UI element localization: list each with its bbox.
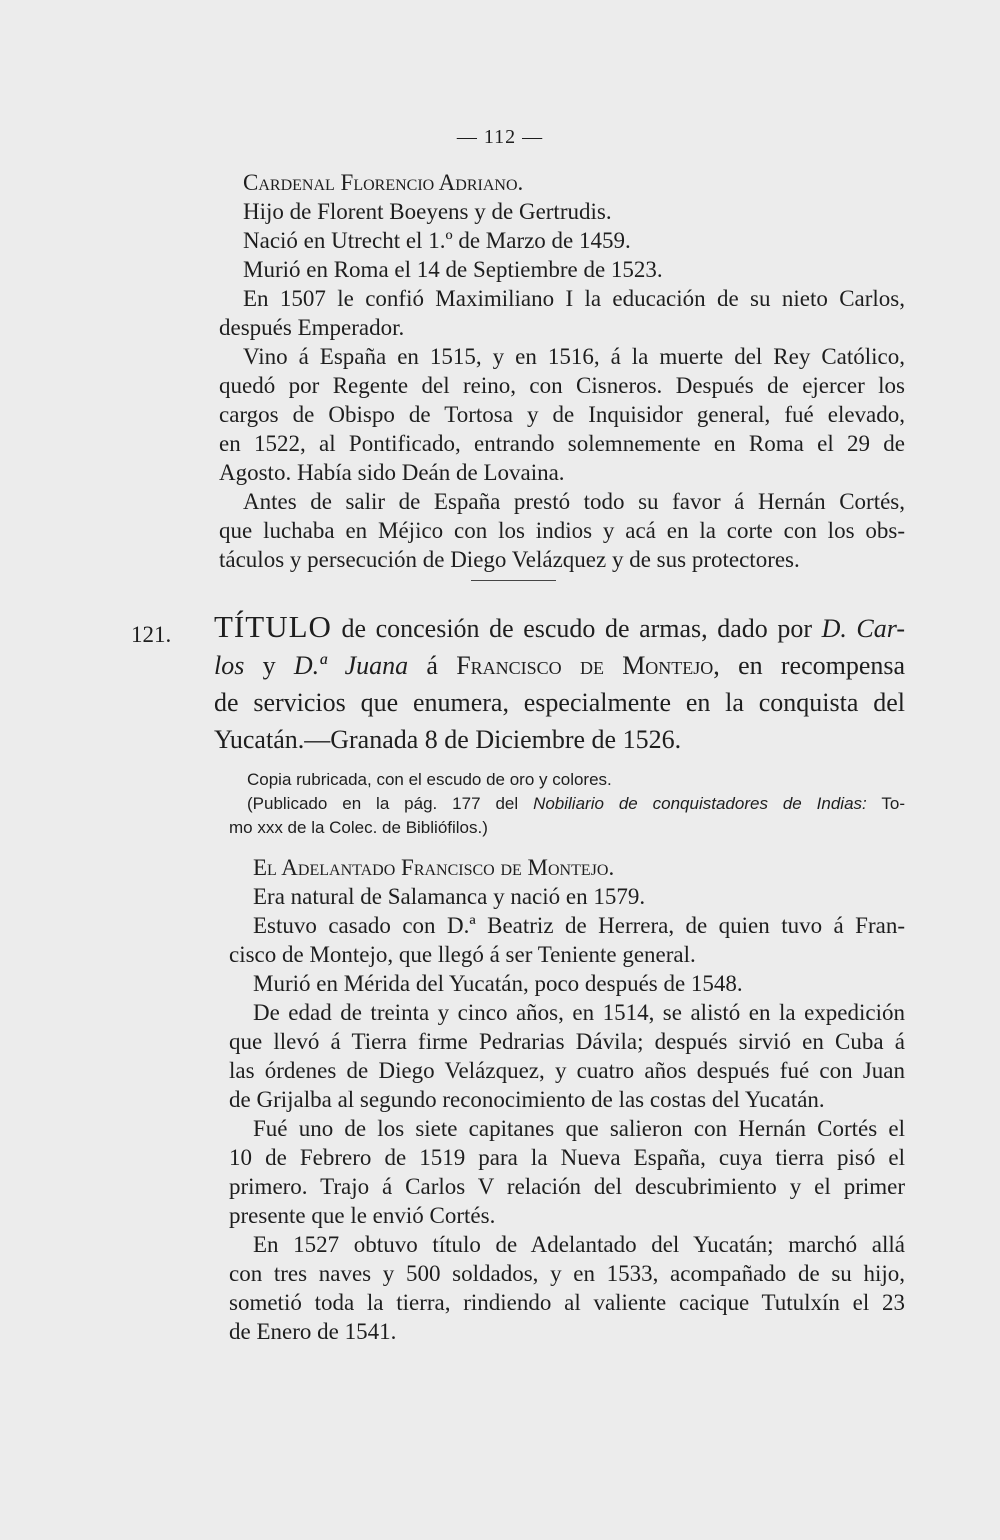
- title-text: y: [262, 651, 276, 680]
- biography-heading: El Adelantado Francisco de Montejo.: [253, 855, 615, 880]
- text-line: que luchaba en Méjico con los indios y acá en la corte con los obs-: [219, 518, 905, 543]
- text-line: De edad de treinta y cinco años, en 1514, se alistó en la expedición: [253, 1000, 905, 1025]
- text-line: de Enero de 1541.: [229, 1319, 397, 1344]
- text-line: cisco de Montejo, que llegó á ser Teniente general.: [229, 942, 696, 967]
- title-smallcaps: Francisco de Montejo,: [456, 651, 720, 680]
- text-line: En 1527 obtuvo título de Adelantado del Yucatán; marchó allá: [253, 1232, 905, 1257]
- title-italic: los: [214, 651, 245, 680]
- biography-heading: Cardenal Florencio Adriano.: [243, 170, 524, 195]
- title-text: en recompensa: [738, 651, 906, 680]
- biography-adriano: [219, 168, 905, 574]
- note-line: mo xxx de la Colec. de Bibliófilos.): [229, 818, 488, 837]
- text-line: sometió toda la tierra, rindiendo al valiente cacique Tutulxín el 23: [229, 1290, 905, 1315]
- page-number: — 112 —: [456, 126, 544, 148]
- text-line: Estuvo casado con D.ª Beatriz de Herrera, de quien tuvo á Fran-: [253, 913, 905, 938]
- title-italic: D. Car-: [821, 614, 906, 643]
- title-italic: D.ª Juana: [293, 651, 409, 680]
- note-text: (Publicado en la pág. 177 del: [247, 794, 519, 813]
- note-line: Copia rubricada, con el escudo de oro y colores.: [247, 770, 612, 789]
- text-line: Antes de salir de España prestó todo su favor á Hernán Cortés,: [243, 489, 905, 514]
- note-text: To-: [881, 794, 905, 813]
- entry-number: 121.: [131, 622, 172, 647]
- text-line: después Emperador.: [219, 315, 405, 340]
- note-line: [229, 792, 905, 816]
- biography-montejo: [229, 853, 905, 1346]
- text-line: Agosto. Había sido Deán de Lovaina.: [219, 460, 565, 485]
- title-line: Yucatán.—Granada 8 de Diciembre de 1526.: [214, 725, 682, 754]
- text-line: las órdenes de Diego Velázquez, y cuatro años después fué con Juan: [229, 1058, 905, 1083]
- text-line: Hijo de Florent Boeyens y de Gertrudis.: [243, 199, 612, 224]
- text-line: Murió en Mérida del Yucatán, poco después de 1548.: [253, 971, 743, 996]
- text-line: Vino á España en 1515, y en 1516, á la muerte del Rey Católico,: [243, 344, 905, 369]
- text-line: Fué uno de los siete capitanes que salieron con Hernán Cortés el: [253, 1116, 905, 1141]
- text-line: Murió en Roma el 14 de Septiembre de 1523.: [243, 257, 663, 282]
- text-line: Nació en Utrecht el 1.º de Marzo de 1459.: [243, 228, 631, 253]
- title-line: de servicios que enumera, especialmente en la conquista del: [214, 688, 905, 717]
- text-line: quedó por Regente del reino, con Cisneros. Después de ejercer los: [219, 373, 905, 398]
- title-text: de concesión de escudo de armas, dado por: [341, 614, 813, 643]
- text-line: cargos de Obispo de Tortosa y de Inquisidor general, fué elevado,: [219, 402, 905, 427]
- text-line: Era natural de Salamanca y nació en 1579.: [253, 884, 646, 909]
- title-line: [214, 647, 905, 684]
- note-italic: Nobiliario de conquistadores de Indias:: [533, 794, 867, 813]
- entry-notes: [229, 768, 905, 840]
- entry-title: [214, 608, 905, 758]
- text-line: En 1507 le confió Maximiliano I la educación de su nieto Carlos,: [243, 286, 905, 311]
- text-line: primero. Trajo á Carlos V relación del descubrimiento y el primer: [229, 1174, 905, 1199]
- section-divider: [471, 580, 556, 581]
- text-line: presente que le envió Cortés.: [229, 1203, 496, 1228]
- text-line: que llevó á Tierra firme Pedrarias Dávila; después sirvió en Cuba á: [229, 1029, 905, 1054]
- text-line: con tres naves y 500 soldados, y en 1533, acompañado de su hijo,: [229, 1261, 905, 1286]
- title-line: [214, 608, 905, 647]
- text-line: 10 de Febrero de 1519 para la Nueva España, cuya tierra pisó el: [229, 1145, 905, 1170]
- text-line: en 1522, al Pontificado, entrando solemnemente en Roma el 29 de: [219, 431, 905, 456]
- title-word: TÍTULO: [214, 609, 332, 644]
- text-line: táculos y persecución de Diego Velázquez y de sus protectores.: [219, 547, 800, 572]
- title-text: á: [426, 651, 438, 680]
- text-line: de Grijalba al segundo reconocimiento de las costas del Yucatán.: [229, 1087, 825, 1112]
